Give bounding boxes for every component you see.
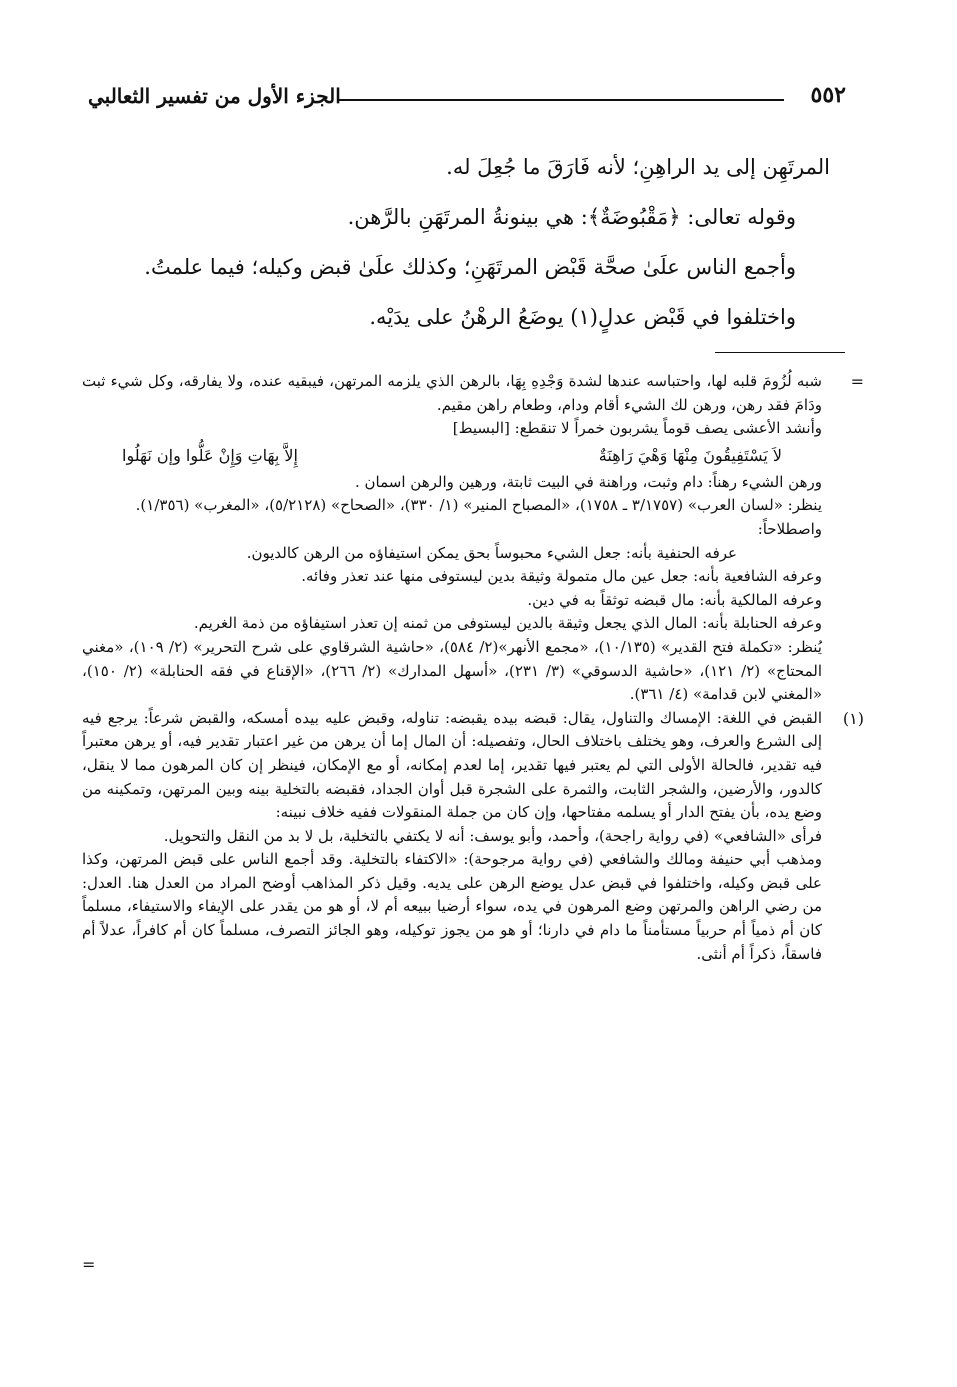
footnote-paragraph: وأنشد الأعشى يصف قوماً يشربون خمراً لا تنقطع: [البسيط] — [452, 419, 822, 438]
footnote-paragraph: وعرفه الشافعية بأنه: جعل عين مال متمولة وثيقة بدين ليستوفى منها عند تعذر وفائه. — [301, 567, 822, 586]
poem-verse — [82, 441, 822, 471]
main-line-4: واختلفوا في قَبْض عدلٍ(١) يوضَعُ الرهْنُ على يدَيْه. — [369, 305, 796, 329]
references-paragraph: ينظر: «لسان العرب» (٣/١٧٥٧ ـ ١٧٥٨)، «المصباح المنير» (١/ ٣٣٠)، «الصحاح» (٥/٢١٢٨)، «المغرب» (١/٣٥٦). — [135, 496, 822, 515]
footnote-paragraph: وعرفه المالكية بأنه: مال قبضه توثقاً به في دين. — [527, 590, 822, 609]
footnote-separator — [715, 352, 845, 353]
footnote-1 — [82, 707, 864, 967]
continuation-marker: = — [850, 372, 864, 391]
footnote-continuation — [82, 370, 864, 707]
footnotes — [82, 370, 864, 966]
poem-hemistich-1: لاَ يَسْتَفِيقُونَ مِنْهَا وَهْيَ رَاهِنَةٌ — [598, 445, 782, 465]
main-line-1: المرتَهِن إلى يد الراهِنِ؛ لأنه فَارَقَ ما جُعِلَ له. — [446, 155, 830, 179]
main-line-3: وأجمع الناس علَىٰ صحَّة قَبْض المرتَهَنِ؛ وكذلك علَىٰ قبض وكيله؛ فيما علمتُ. — [144, 255, 796, 279]
page-number: ٥٥٢ — [810, 82, 846, 108]
footnote-paragraph: عرفه الحنفية بأنه: جعل الشيء محبوساً بحق يمكن استيفاؤه من الرهن كالديون. — [246, 543, 737, 562]
header-rule — [338, 99, 784, 101]
footnote-paragraph: القبض في اللغة: الإمساك والتناول، يقال: قبضه بيده يقبضه: تناوله، وقبض عليه بيده أمسكه، والقبض شرعاً: يرجع فيه إلى الشرع والعرف، وهو يختلف باختلاف الحال، وتفصيله: أن المال إما أن يرهن من غير اعتبار تقدير فيه، أو يرهن معتبراً فيه تقدير، فالحالة الأولى التي لم يعتبر فيها تقدير، إما لعدم إمكانه، أو مع الإمكان، فينظر إن كان المرهون مما لا ينقل، كالدور، والأرضين، والشجر الثابت، والثمرة على الشجرة قبل أوان الجداد، فقبضه بالتخلية بينه وبين المرتهن، وتمكينه من وضع يده، بأن يفتح الدار أو يسلمه مفتاحها، وإن كان من جملة المنقولات ففيه خلاف نبينه: — [82, 708, 822, 822]
footnote-paragraph: شبه لُزُومَ قلبه لها، واحتباسه عندها لشدة وَجْدِهِ بِهَا، بالرهن الذي يلزمه المرتهن، فيبقيه عنده، ولا يفارقه، وكل شيء ثبت ودَامَ فقد رهن، ورهن لك الشيء أقام ودام، وطعام راهن مقيم. — [82, 372, 822, 414]
footnote-1-marker: (١) — [842, 708, 864, 728]
footnote-paragraph: ورهن الشيء رهناً: دام وثبت، وراهنة في البيت ثابتة، ورهين والرهن اسمان . — [354, 472, 822, 491]
running-title: الجزء الأول من تفسير الثعالبي — [88, 84, 341, 108]
footnote-paragraph: فرأى «الشافعي» (في رواية راجحة)، وأحمد، وأبو يوسف: أنه لا يكتفي بالتخلية، بل لا بد من النقل والتحويل. — [163, 826, 822, 845]
main-text — [100, 142, 830, 342]
main-line-2: وقوله تعالى: ﴿مَقْبُوضَةٌ﴾: هي بينونةُ المرتَهَنِ بالرَّهن. — [347, 205, 796, 229]
continuation-end-marker: = — [82, 1255, 96, 1274]
footnote-paragraph: واصطلاحاً: — [757, 519, 822, 538]
poem-hemistich-2: إِلاَّ بِهَاتِ وَإِنْ عَلُّوا وإن نَهَلُوا — [122, 445, 298, 465]
footnote-paragraph: وعرفه الحنابلة بأنه: المال الذي يجعل وثيقة بالدين ليستوفى من ثمنه إن تعذر استيفاؤه من ذمة الغريم. — [193, 614, 822, 633]
page-header — [88, 82, 846, 118]
references-paragraph: يُنظر: «تكملة فتح القدير» (١٠/١٣٥)، «مجمع الأنهر»(٢/ ٥٨٤)، «حاشية الشرقاوي على شرح التحرير» (٢/ ١٠٩)، «مغني المحتاج» (٢/ ١٢١)، «حاشية الدسوقي» (٣/ ٢٣١)، «أسهل المدارك» (٢/ ٢٦٦)، «الإقناع في فقه الحنابلة» (٢/ ١٥٠)، «المغني لابن قدامة» (٤/ ٣٦١). — [82, 637, 823, 704]
footnote-paragraph: ومذهب أبي حنيفة ومالك والشافعي (في رواية مرجوحة): «الاكتفاء بالتخلية. وقد أجمع الناس على قبض المرتهن، وكذا على قبض وكيله، واختلفوا في قبض عدل يوضع الرهن على يديه. وقيل ذكر المذاهب أوضح المراد من العدل هنا. العدل: من رضي الراهن والمرتهن وضع المرهون في يده، سواء أرضيا ببيعه أم لا، أو هو من يقدر على الإيفاء والاستيفاء، مسلماً كان أم ذمياً أم حربياً مستأمناً ما دام في دارنا؛ أو هو من يجوز توكيله، وهو الجائز التصرف، مسلماً كان أم كافراً، عدلاً أم فاسقاً، ذكراً أم أنثى. — [82, 850, 822, 963]
